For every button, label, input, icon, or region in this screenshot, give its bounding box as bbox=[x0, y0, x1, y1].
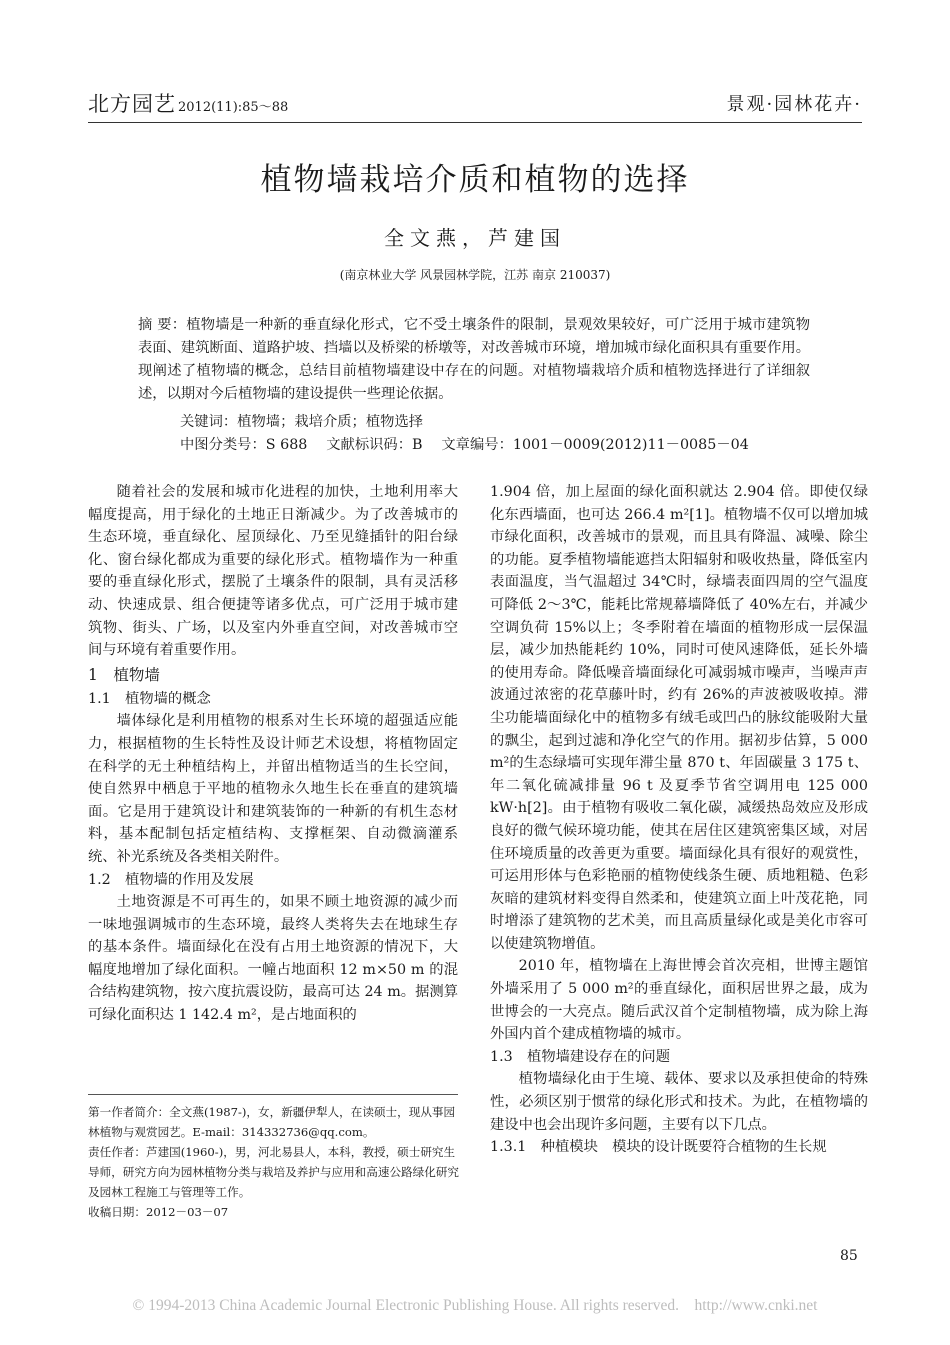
subsubsection-heading-1-3-1: 1.3.1 种植模块 bbox=[490, 1139, 598, 1156]
intro-paragraph: 随着社会的发展和城市化进程的加快，土地利用率大幅度提高，用于绿化的土地正日渐减少。为了改善城市的生态环境，垂直绿化、屋顶绿化、乃至见缝插针的阳台绿化、窗台绿化都成为重要的绿化形式。植物墙作为一种重要的垂直绿化形式，摆脱了土壤条件的限制，具有灵活移动、快速成景、组合便捷等诸多优点，可广泛用于城市建筑物、街头、广场，以及室内外垂直空间，对改善城市空间与环境有着重要作用。 bbox=[88, 484, 458, 659]
subsubsection-1-3-1 bbox=[490, 1136, 868, 1159]
footnote-received-date: 收稿日期：2012－03－07 bbox=[88, 1205, 229, 1219]
section-heading-1: 1 植物墙 bbox=[88, 665, 160, 684]
affiliation: (南京林业大学 风景园林学院，江苏 南京 210037) bbox=[339, 268, 611, 282]
keywords: 关键词：植物墙；栽培介质；植物选择 bbox=[180, 414, 424, 430]
right-column bbox=[490, 481, 868, 1159]
abstract: 摘 要：植物墙是一种新的垂直绿化形式，它不受土壤条件的限制，景观效果较好，可广泛用于城市建筑物表面、建筑断面、道路护坡、挡墙以及桥梁的桥墩等，对改善城市环境，增加城市绿化面积具有重要作用。现阐述了植物墙的概念，总结目前植物墙建设中存在的问题。对植物墙栽培介质和植物选择进行了详细叙述，以期对今后植物墙的建设提供一些理论依据。 bbox=[138, 317, 810, 402]
header-rule bbox=[88, 122, 862, 123]
paragraph-1-1: 墙体绿化是利用植物的根系对生长环境的超强适应能力，根据植物的生长特性及设计师艺术设想，将植物固定在科学的无土种植结构上，并留出植物适当的生长空间，使自然界中栖息于平地的植物永久地生长在垂直的建筑墙面。它是用于建筑设计和建筑装饰的一种新的有机生态材料，基本配制包括定植结构、支撑框架、自动微滴灌系统、补光系统及各类相关附件。 bbox=[88, 713, 458, 865]
left-column bbox=[88, 481, 458, 1027]
journal-name: 北方园艺 2012(11):85～88 bbox=[88, 92, 289, 116]
article-title: 植物墙栽培介质和植物的选择 bbox=[260, 162, 690, 198]
paragraph-continued: 1.904 倍，加上屋面的绿化面积就达 2.904 倍。即使仅绿化东西墙面，也可达 266.4 m²[1]。植物墙不仅可以增加城市绿化面积，改善城市的景观，而且具有降温、减噪、除尘的功能。夏季植物墙能遮挡太阳辐射和吸收热量，降低室内表面温度，当气温超过 34℃时，绿墙表面四周的空气温度可降低 2～3℃，能耗比常规幕墙降低了 40%左右，并减少空调负荷 15%以上；冬季附着在墙面的植物形成一层保温层，减少加热能耗约 10%，同时可使风速降低，延长外墙的使用寿命。降低噪音墙面绿化可减弱城市噪声，当噪声声波通过浓密的花草藤叶时，约有 26%的声波被吸收掉。滞尘功能墙面绿化中的植物多有绒毛或凹凸的脉纹能吸附大量的飘尘，起到过滤和净化空气的作用。据初步估算，5 000 m²的生态绿墙可实现年滞尘量 870 t、年固碳量 3 175 t、年二氧化硫减排量 96 t 及夏季节省空调用电 125 000 kW·h[2]。由于植物有吸收二氧化碳，减缓热岛效应及形成良好的微气候环境功能，使其在居住区建筑密集区域，对居住环境质量的改善更为重要。墙面绿化具有很好的观赏性，可运用形体与色彩艳丽的植物使线条生硬、质地粗糙、色彩灰暗的建筑材料变得自然柔和，使建筑立面上叶茂花艳，同时增添了建筑物的艺术美，而且高质量绿化或是美化市容可以使建筑物增值。 bbox=[490, 484, 868, 952]
subsection-heading-1-2: 1.2 植物墙的作用及发展 bbox=[88, 871, 254, 888]
paragraph-1-2: 土地资源是不可再生的，如果不顾土地资源的减少而一味地强调城市的生态环境，最终人类将失去在地球生存的基本条件。墙面绿化在没有占用土地资源的情况下，大幅度地增加了绿化面积。一幢占地面积 12 m×50 m 的混合结构建筑物，按六度抗震设防，最高可达 24 m。据测算可绿化面积达 1 142.4 m²，是占地面积的 bbox=[88, 894, 458, 1024]
copyright-watermark: © 1994-2013 China Academic Journal Electronic Publishing House. All rights reserved. http://www.cnki.net bbox=[132, 1297, 818, 1314]
footnote-first-author: 第一作者简介：全文燕(1987-)，女，新疆伊犁人，在读硕士，现从事园林植物与观赏园艺。E-mail：314332736@qq.com。 bbox=[88, 1105, 456, 1139]
authors: 全文燕，芦建国 bbox=[384, 226, 566, 250]
journal-issue: 2012(11):85～88 bbox=[178, 100, 289, 115]
paragraph-1-3: 植物墙绿化由于生境、载体、要求以及承担使命的特殊性，必须区别于惯常的绿化形式和技术。为此，在植物墙的建设中也会出现许多问题，主要有以下几点。 bbox=[490, 1071, 868, 1133]
classification-line: 中图分类号：S 688 文献标识码：B 文章编号：1001－0009(2012)11－0085－04 bbox=[180, 437, 749, 453]
subsection-heading-1-1: 1.1 植物墙的概念 bbox=[88, 690, 211, 707]
paragraph-1-3-1: 模块的设计既要符合植物的生长规 bbox=[597, 1139, 827, 1156]
footnote-corresponding-author: 责任作者：芦建国(1960-)，男，河北易县人，本科，教授，硕士研究生导师，研究方向为园林植物分类与栽培及养护与应用和高速公路绿化研究及园林工程施工与管理等工作。 bbox=[88, 1145, 460, 1199]
footnote bbox=[88, 1102, 460, 1222]
paragraph-expo: 2010 年，植物墙在上海世博会首次亮相，世博主题馆外墙采用了 5 000 m²的垂直绿化，面积居世界之最，成为世博会的一大亮点。随后武汉首个定制植物墙，成为除上海外国内首个建成植物墙的城市。 bbox=[490, 958, 868, 1043]
section-label: 景观·园林花卉· bbox=[726, 94, 862, 115]
subsection-heading-1-3: 1.3 植物墙建设存在的问题 bbox=[490, 1048, 671, 1065]
footnote-rule bbox=[88, 1094, 458, 1095]
page-number: 85 bbox=[840, 1248, 858, 1264]
